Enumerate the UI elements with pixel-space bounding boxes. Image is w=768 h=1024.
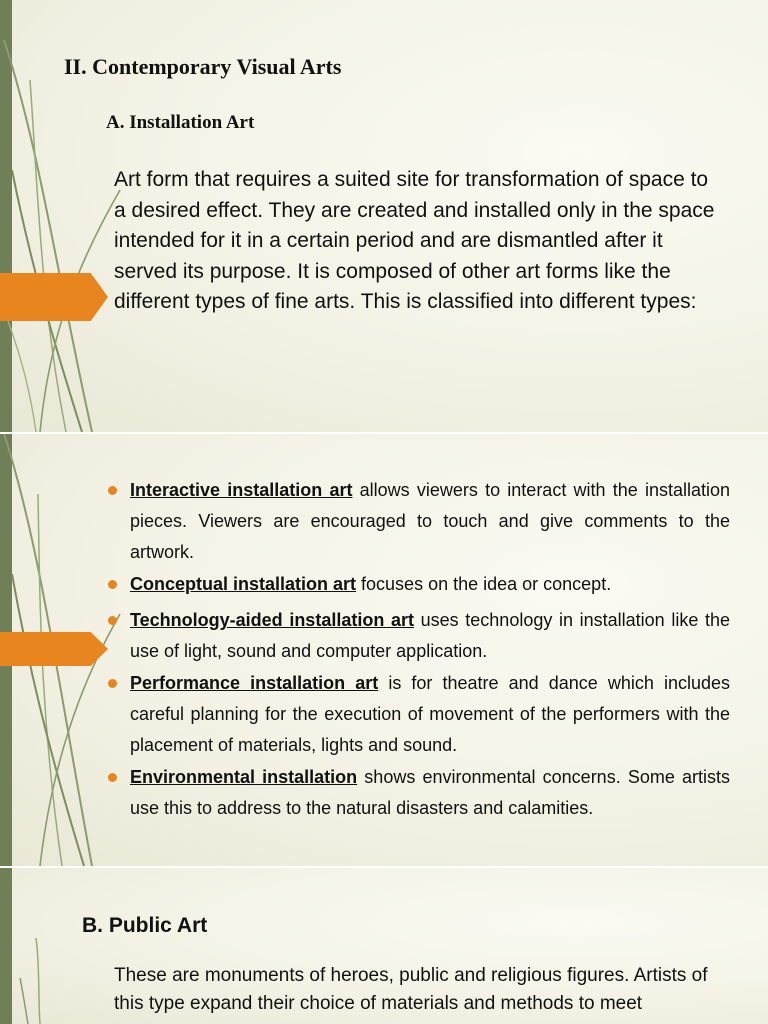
bullet-text: allows viewers to interact with the installation pieces. Viewers are encouraged to touch and give comments to the artwork. bbox=[130, 480, 730, 562]
installation-art-definition: Art form that requires a suited site for transformation of space to a desired effect. They are created and installed only in the space intended for it in a certain period and are dismantled after it served its purpose. It is composed of other art forms like the different types of fine arts. This is classified into different types: bbox=[114, 168, 715, 313]
section-title: II. Contemporary Visual Arts bbox=[64, 54, 342, 79]
public-art-description: These are monuments of heroes, public and religious figures. Artists of this type expand their choice of materials and methods to meet bbox=[114, 965, 708, 1014]
bullet-dot bbox=[108, 580, 117, 589]
bullet-dot bbox=[108, 679, 117, 688]
list-item bbox=[106, 762, 730, 824]
bullet-dot bbox=[108, 616, 117, 625]
subsection-title: A. Installation Art bbox=[106, 112, 255, 133]
bullet-term: Environmental installation bbox=[130, 767, 358, 787]
vine-decoration bbox=[0, 868, 130, 1024]
bullet-dot bbox=[108, 486, 117, 495]
list-item bbox=[106, 569, 730, 600]
bullet-text: uses technology in installation like the use of light, sound and computer application. bbox=[130, 610, 731, 661]
bullet-term: Performance installation art bbox=[130, 673, 379, 693]
bullet-term: Conceptual installation art bbox=[130, 574, 357, 594]
slide-1 bbox=[0, 0, 768, 432]
bullet-text: focuses on the idea or concept. bbox=[356, 574, 612, 594]
bullet-text: shows environmental concerns. Some artists use this to address to the natural disasters and calamities. bbox=[130, 767, 730, 818]
orange-tab-marker bbox=[0, 273, 108, 321]
list-item bbox=[106, 475, 730, 568]
bullet-term: Technology-aided installation art bbox=[130, 610, 414, 630]
bullet-text: is for theatre and dance which includes careful planning for the execution of movement of the performers with the placement of materials, lights and sound. bbox=[130, 673, 730, 755]
list-item bbox=[106, 668, 730, 761]
bullet-dot bbox=[108, 773, 117, 782]
installation-types-list bbox=[106, 475, 730, 825]
public-art-title: B. Public Art bbox=[82, 914, 208, 937]
orange-tab-marker bbox=[0, 632, 108, 666]
bullet-term: Interactive installation art bbox=[130, 480, 353, 500]
list-item bbox=[106, 605, 730, 667]
